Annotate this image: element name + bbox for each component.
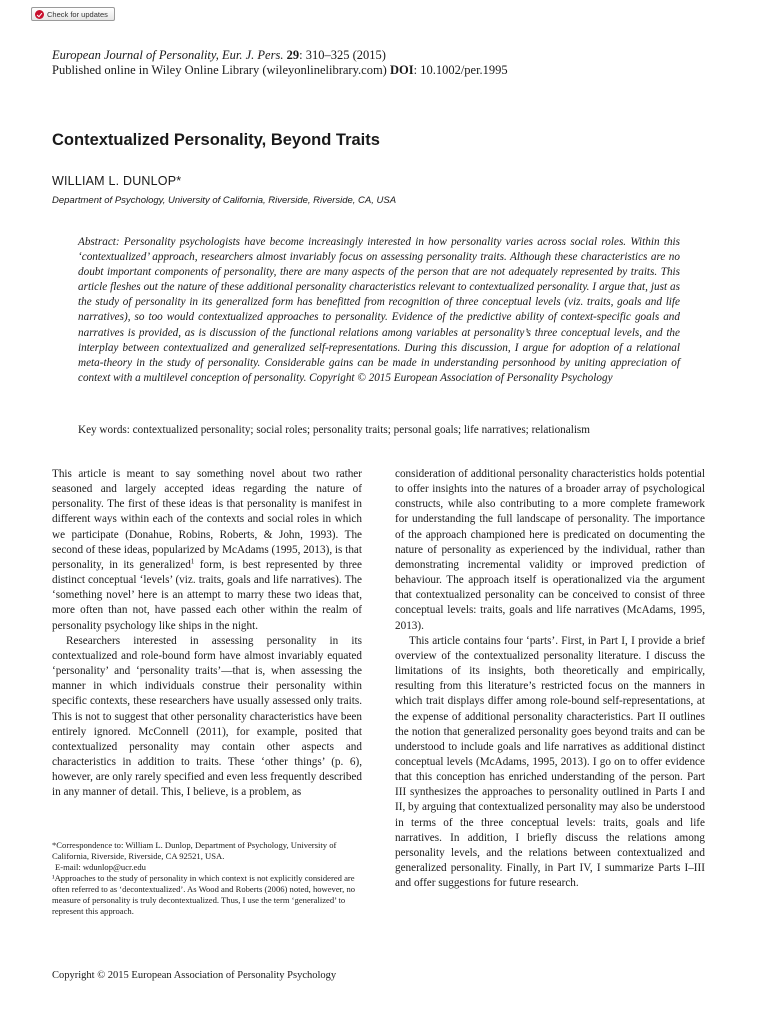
copyright-footer: Copyright © 2015 European Association of Personality Psychology: [52, 970, 337, 981]
author-name: WILLIAM L. DUNLOP*: [52, 174, 182, 188]
update-check-icon: [35, 10, 44, 19]
citation-line: [52, 48, 732, 63]
paragraph: consideration of additional personality characteristics holds potential to offer insights into the natures of a broader array of psychological constructs, while also contributing to a more complete framework for understanding the full landscape of personality. The importance of the approach championed here is predicated on documenting the nature of personality as experienced by the individual, rather than demonstrating incremental validity or improved prediction of behaviour. The approach itself is operationalized via the argument that contextualized personality can be conceived to consist of three conceptual levels: traits, goals and life narratives (McAdams, 1995, 2013).: [395, 468, 705, 632]
check-for-updates-badge[interactable]: [31, 7, 115, 21]
body-column-left: [52, 467, 362, 800]
journal-volume: 29: [286, 48, 300, 62]
email-note[interactable]: E-mail: wdunlop@ucr.edu: [55, 862, 146, 872]
abstract: Abstract: Personality psychologists have become increasingly interested in how personality varies across social roles. Within this ‘contextualized’ approach, researchers almost invariably focus on assessing personality traits. Although these characteristics are no doubt important components of personality, there are many aspects of the person that are not adequately represented by traits. This article fleshes out the nature of these additional personality characteristics relevant to contextualized personality. I argue that, just as the study of personality in its generalized form has benefitted from recognition of three conceptual levels (viz. traits, goals and life narratives), so too would contextualized approaches to personality. Evidence of the predictive ability of context-specific goals and narratives is provided, as is discussion of the functional relations among variables at personality’s three conceptual levels, and the interplay between contextualized and generalized self-representations. During this discussion, I argue for adoption of a relational meta-theory in the study of personality. Considerable gains can be made in understanding personhood by uniting appreciation of context with a multilevel conception of personality. Copyright © 2015 European Association of Personality Psychology: [78, 236, 680, 384]
doi-label: DOI: [389, 63, 414, 77]
journal-name: European Journal of Personality, Eur. J. Pers.: [52, 48, 284, 62]
journal-pages: : 310–325 (2015): [299, 48, 386, 62]
keywords: Key words: contextualized personality; social roles; personality traits; personal goals; life narratives; relationalism: [78, 424, 590, 436]
author-affiliation: Department of Psychology, University of California, Riverside, Riverside, CA, USA: [52, 195, 397, 206]
paragraph-text: form, is best represented by three distinct conceptual ‘levels’ (viz. traits, goals and life narratives). The ‘something novel’ here is an attempt to marry these two ideas that, more often than not, have passed each other within the realm of personality psychology like ships in the night.: [52, 558, 362, 632]
badge-label: Check for updates: [47, 9, 108, 19]
correspondence-note: *Correspondence to: William L. Dunlop, Department of Psychology, University of California, Riverside, Riverside, CA 92521, USA.: [52, 840, 337, 861]
footnote-ref[interactable]: 1: [190, 557, 195, 566]
paragraph: This article contains four ‘parts’. First, in Part I, I provide a brief overview of the contextualized personality literature. I discuss the limitations of its insights, both theoretically and empirically, resulting from this literature’s restricted focus on the manners in which trait displays differ among role-bound self-representations, at the expense of additional personality characteristics. Part II outlines the notion that generalized personality goes beyond traits and can be understood to include goals and life narratives as additional distinct conceptual levels (McAdams, 1995, 2013). I go on to offer evidence that this conception has enriched understanding of the person. Part III synthesizes the approaches to personality outlined in Parts I and II, by arguing that contextualized personality may also be understood in terms of the three conceptual levels: traits, goals and life narratives. In addition, I briefly discuss the relations among personality levels, and the relations between contextualized and generalized personality. Finally, in Part IV, I summarize Parts I–III and offer suggestions for future research.: [395, 634, 705, 890]
publication-line: [52, 63, 732, 78]
paragraph: Researchers interested in assessing personality in its contextualized and role-bound form have almost invariably equated ‘personality’ and ‘personality traits’—that is, when assessing the manner in which individuals construe their personality within specific contexts, these researchers have usually assessed only traits. This is not to suggest that other personality characteristics have been entirely ignored. McConnell (2011), for example, posited that contextualized personality may contain other aspects and characteristics in addition to traits. These ‘other things’ (p. 6), however, are only rarely specified and even less frequently described in any manner of detail. This, I believe, is a problem, as: [52, 634, 362, 799]
article-title: Contextualized Personality, Beyond Traits: [52, 131, 380, 149]
doi-value: : 10.1002/per.1995: [413, 63, 508, 77]
footnote-1: ¹Approaches to the study of personality in which context is not explicitly considered are often referred to as ‘decontextualized’. As Wood and Roberts (2006) noted, however, no measure of personality is truly decontextualized. Thus, I use the term ‘generalized’ to represent this approach.: [52, 873, 356, 916]
footnotes: [52, 840, 364, 917]
paragraph: [52, 467, 362, 634]
body-column-right: [395, 467, 705, 891]
journal-header: [52, 48, 732, 78]
paragraph-text: This article is meant to say something novel about two rather seasoned and largely accepted ideas regarding the nature of personality. The first of these ideas is that personality is manifest in different ways within each of the contexts and social roles in which we participate (Donahue, Robins, Roberts, & John, 1993). The second of these ideas, popularized by McAdams (1995, 2013), is that personality, in its generalized: [52, 468, 362, 571]
published-online: Published online in Wiley Online Library (wileyonlinelibrary.com): [52, 63, 387, 77]
